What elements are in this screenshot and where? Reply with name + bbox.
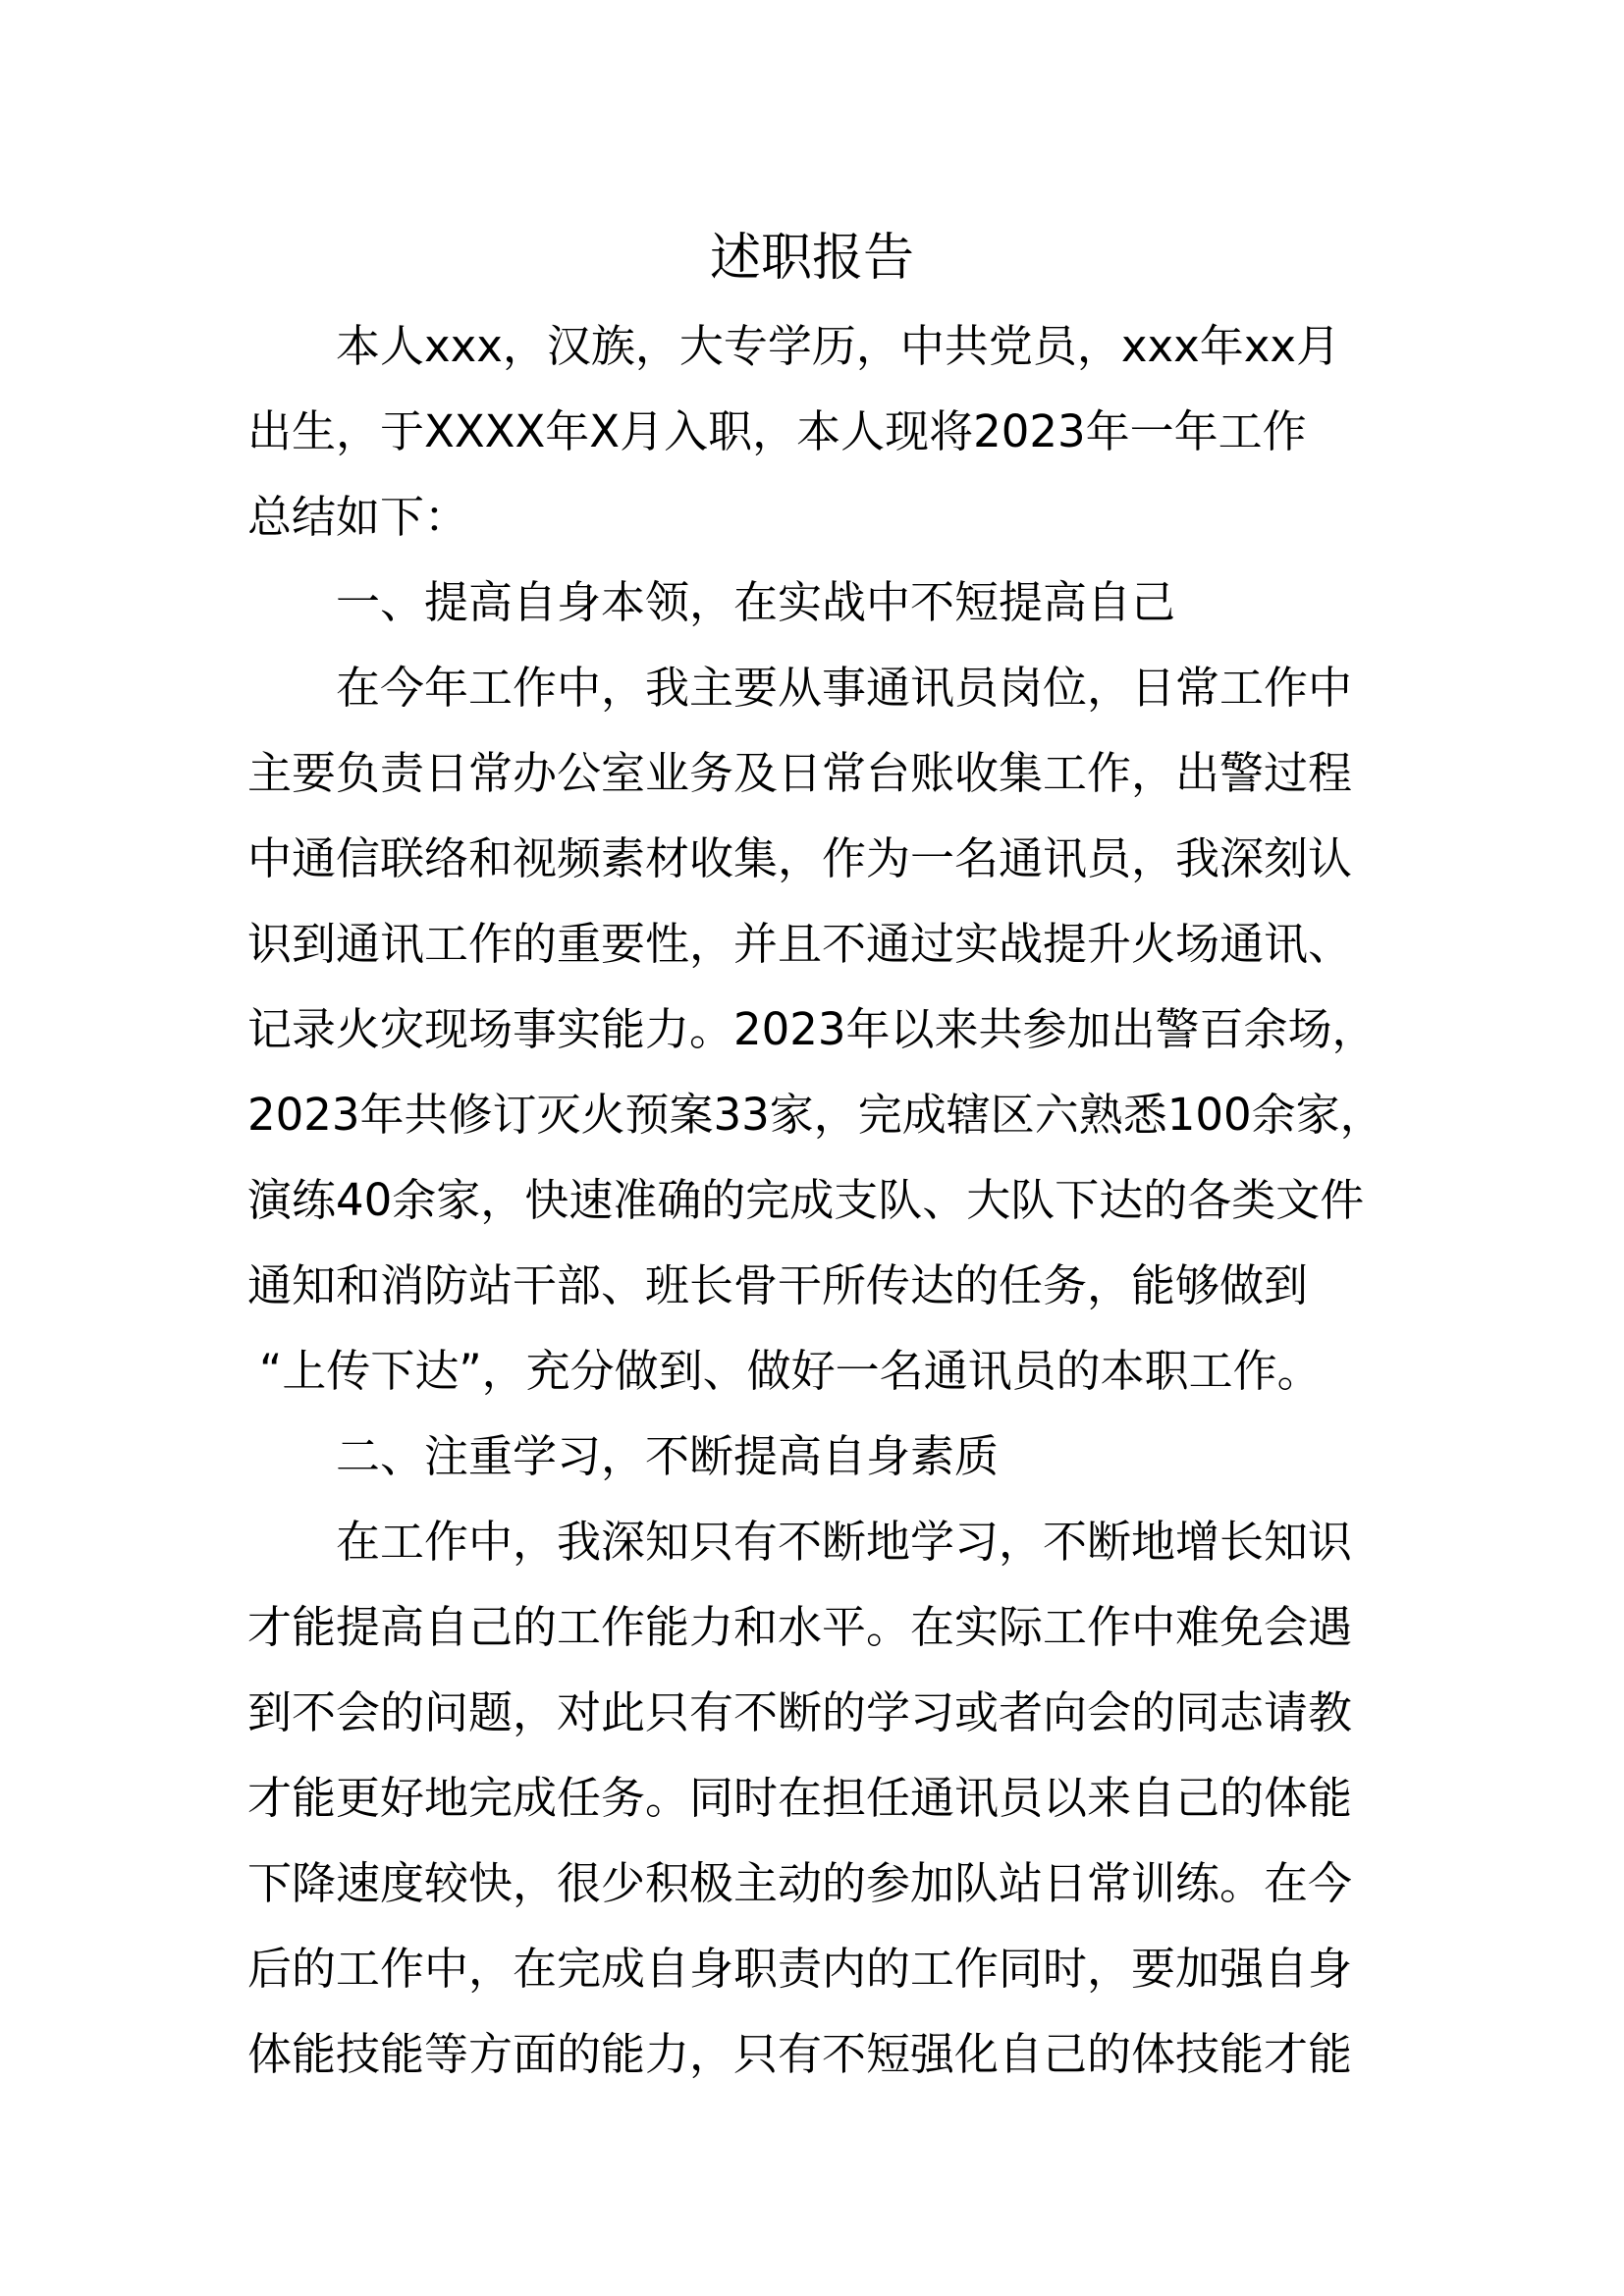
text-line: 在工作中，我深知只有不断地学习，不断地增长知识 [336, 1516, 1353, 1568]
text-line: 通知和消防站干部、班长骨干所传达的任务，能够做到 [247, 1259, 1309, 1311]
text-line: 到不会的问题，对此只有不断的学习或者向会的同志请教 [247, 1686, 1353, 1738]
text-line: 在今年工作中，我主要从事通讯员岗位，日常工作中 [336, 662, 1353, 714]
paragraph-section-2 [247, 1499, 1406, 2097]
paragraph-section-1 [247, 645, 1406, 1414]
text-line: 下降速度较快，很少积极主动的参加队站日常训练。在今 [247, 1857, 1353, 1909]
text-line: 2023年共修订灭火预案33家，完成辖区六熟悉100余家， [247, 1089, 1384, 1141]
text-line: 识到通讯工作的重要性，并且不通过实战提升火场通讯、 [247, 918, 1353, 970]
text-line: 本人xxx，汉族，大专学历，中共党员，xxx年xx月 [336, 320, 1341, 372]
document-body [247, 303, 1406, 2097]
heading-line: 一、提高自身本领，在实战中不短提高自己 [336, 576, 1176, 628]
text-line: 出生，于XXXX年X月入职，本人现将2023年一年工作 [247, 405, 1307, 457]
heading-line: 二、注重学习，不断提高自身素质 [336, 1430, 1000, 1482]
text-line: 演练40余家，快速准确的完成支队、大队下达的各类文件 [247, 1174, 1365, 1226]
text-line: 体能技能等方面的能力，只有不短强化自己的体技能才能 [247, 2028, 1353, 2080]
text-line: 才能更好地完成任务。同时在担任通讯员以来自己的体能 [247, 1772, 1353, 1824]
text-line: 总结如下： [247, 491, 469, 543]
section-heading-2 [247, 1414, 1406, 1499]
text-line: 记录火灾现场事实能力。2023年以来共参加出警百余场， [247, 1003, 1377, 1055]
document-title: 述职报告 [709, 229, 914, 288]
text-line: 中通信联络和视频素材收集，作为一名通讯员，我深刻认 [247, 832, 1353, 884]
text-line: 才能提高自己的工作能力和水平。在实际工作中难免会遇 [247, 1601, 1353, 1653]
text-line: “上传下达”，充分做到、做好一名通讯员的本职工作。 [259, 1345, 1322, 1397]
text-line: 主要负责日常办公室业务及日常台账收集工作，出警过程 [247, 747, 1353, 799]
text-line: 后的工作中，在完成自身职责内的工作同时，要加强自身 [247, 1943, 1353, 1995]
section-heading-1 [247, 560, 1406, 645]
paragraph-intro [247, 303, 1406, 560]
